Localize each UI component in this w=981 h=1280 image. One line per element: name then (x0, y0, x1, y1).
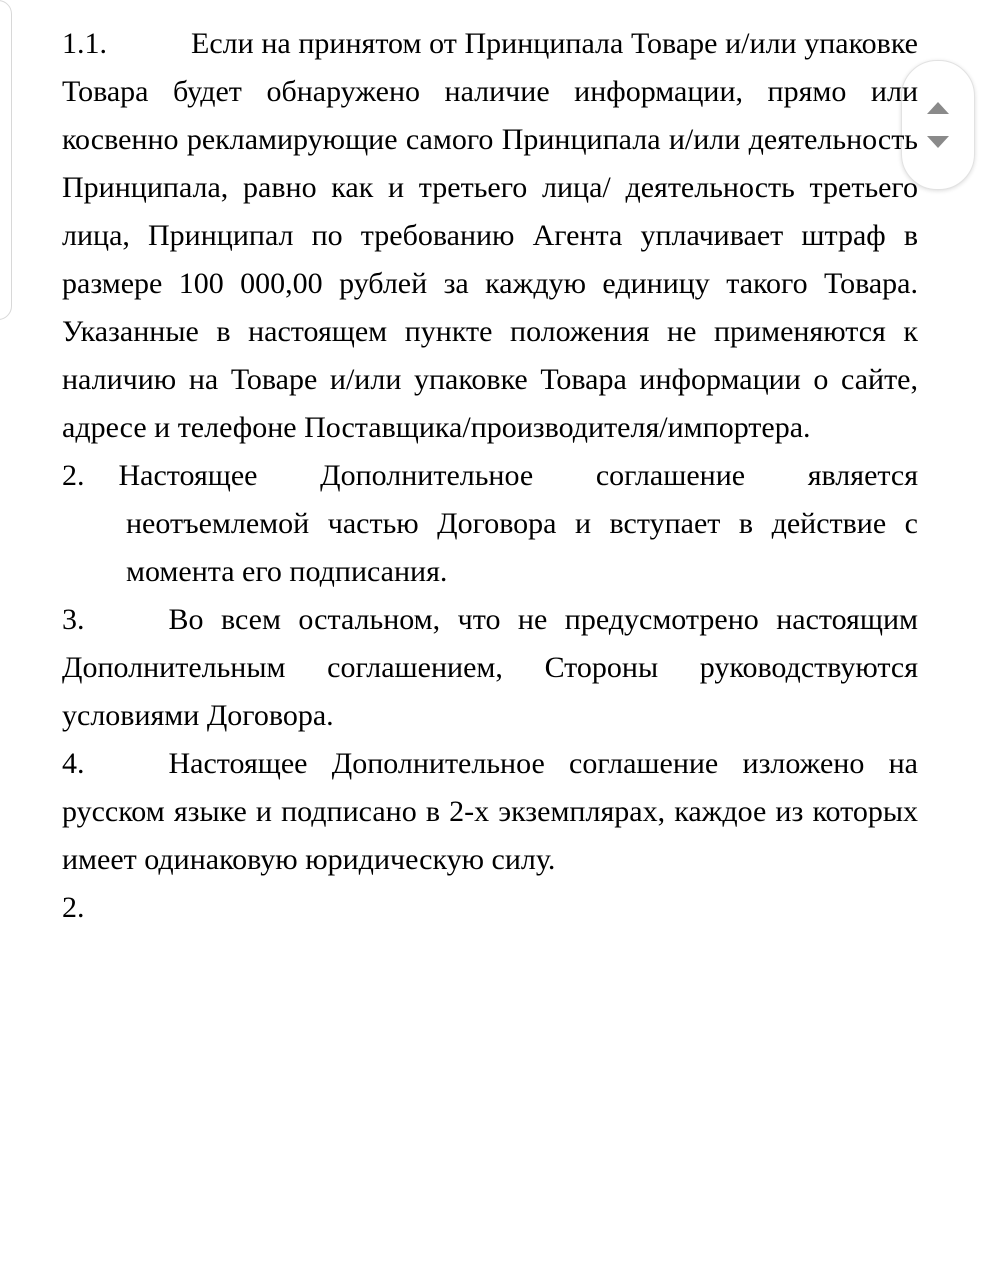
paragraph-number: 2. (62, 459, 85, 492)
paragraph-clause-2 (62, 452, 918, 596)
paragraph-number: 4. (62, 747, 85, 780)
paragraph-clause-3 (62, 596, 918, 740)
scroll-down-button[interactable] (921, 130, 955, 154)
document-body (62, 20, 918, 932)
paragraph-number: 3. (62, 603, 85, 636)
paragraph-number: 1.1. (62, 27, 107, 60)
paragraph-clause-4 (62, 740, 918, 884)
paragraph-number: 2. (62, 891, 85, 924)
paragraph-clause-trailing (62, 884, 918, 932)
scroll-up-button[interactable] (921, 96, 955, 120)
paragraph-text: Настоящее Дополнительное соглашение является неотъемлемой частью Договора и вступает в действие с момента его подписания. (118, 459, 918, 588)
arrow-up-icon (927, 102, 949, 114)
arrow-down-icon (927, 136, 949, 148)
paragraph-text: Во всем остальном, что не предусмотрено настоящим Дополнительным соглашением, Стороны руководствуются условиями Договора. (62, 603, 918, 732)
panel-left-edge (0, 0, 12, 320)
paragraph-text: Если на принятом от Принципала Товаре и/или упаковке Товара будет обнаружено наличие информации, прямо или косвенно рекламирующие самого Принципала и/или деятельность Принципала, равно как и третьего лица/ деятельность третьего лица, Принципал по требованию Агента уплачивает штраф в размере 100 000,00 рублей за каждую единицу такого Товара. Указанные в настоящем пункте положения не применяются к наличию на Товаре и/или упаковке Товара информации о сайте, адресе и телефоне Поставщика/производителя/импортера. (62, 27, 918, 444)
paragraph-clause-1-1 (62, 20, 918, 452)
paragraph-text: Настоящее Дополнительное соглашение изложено на русском языке и подписано в 2-х экземплярах, каждое из которых имеет одинаковую юридическую силу. (62, 747, 918, 876)
